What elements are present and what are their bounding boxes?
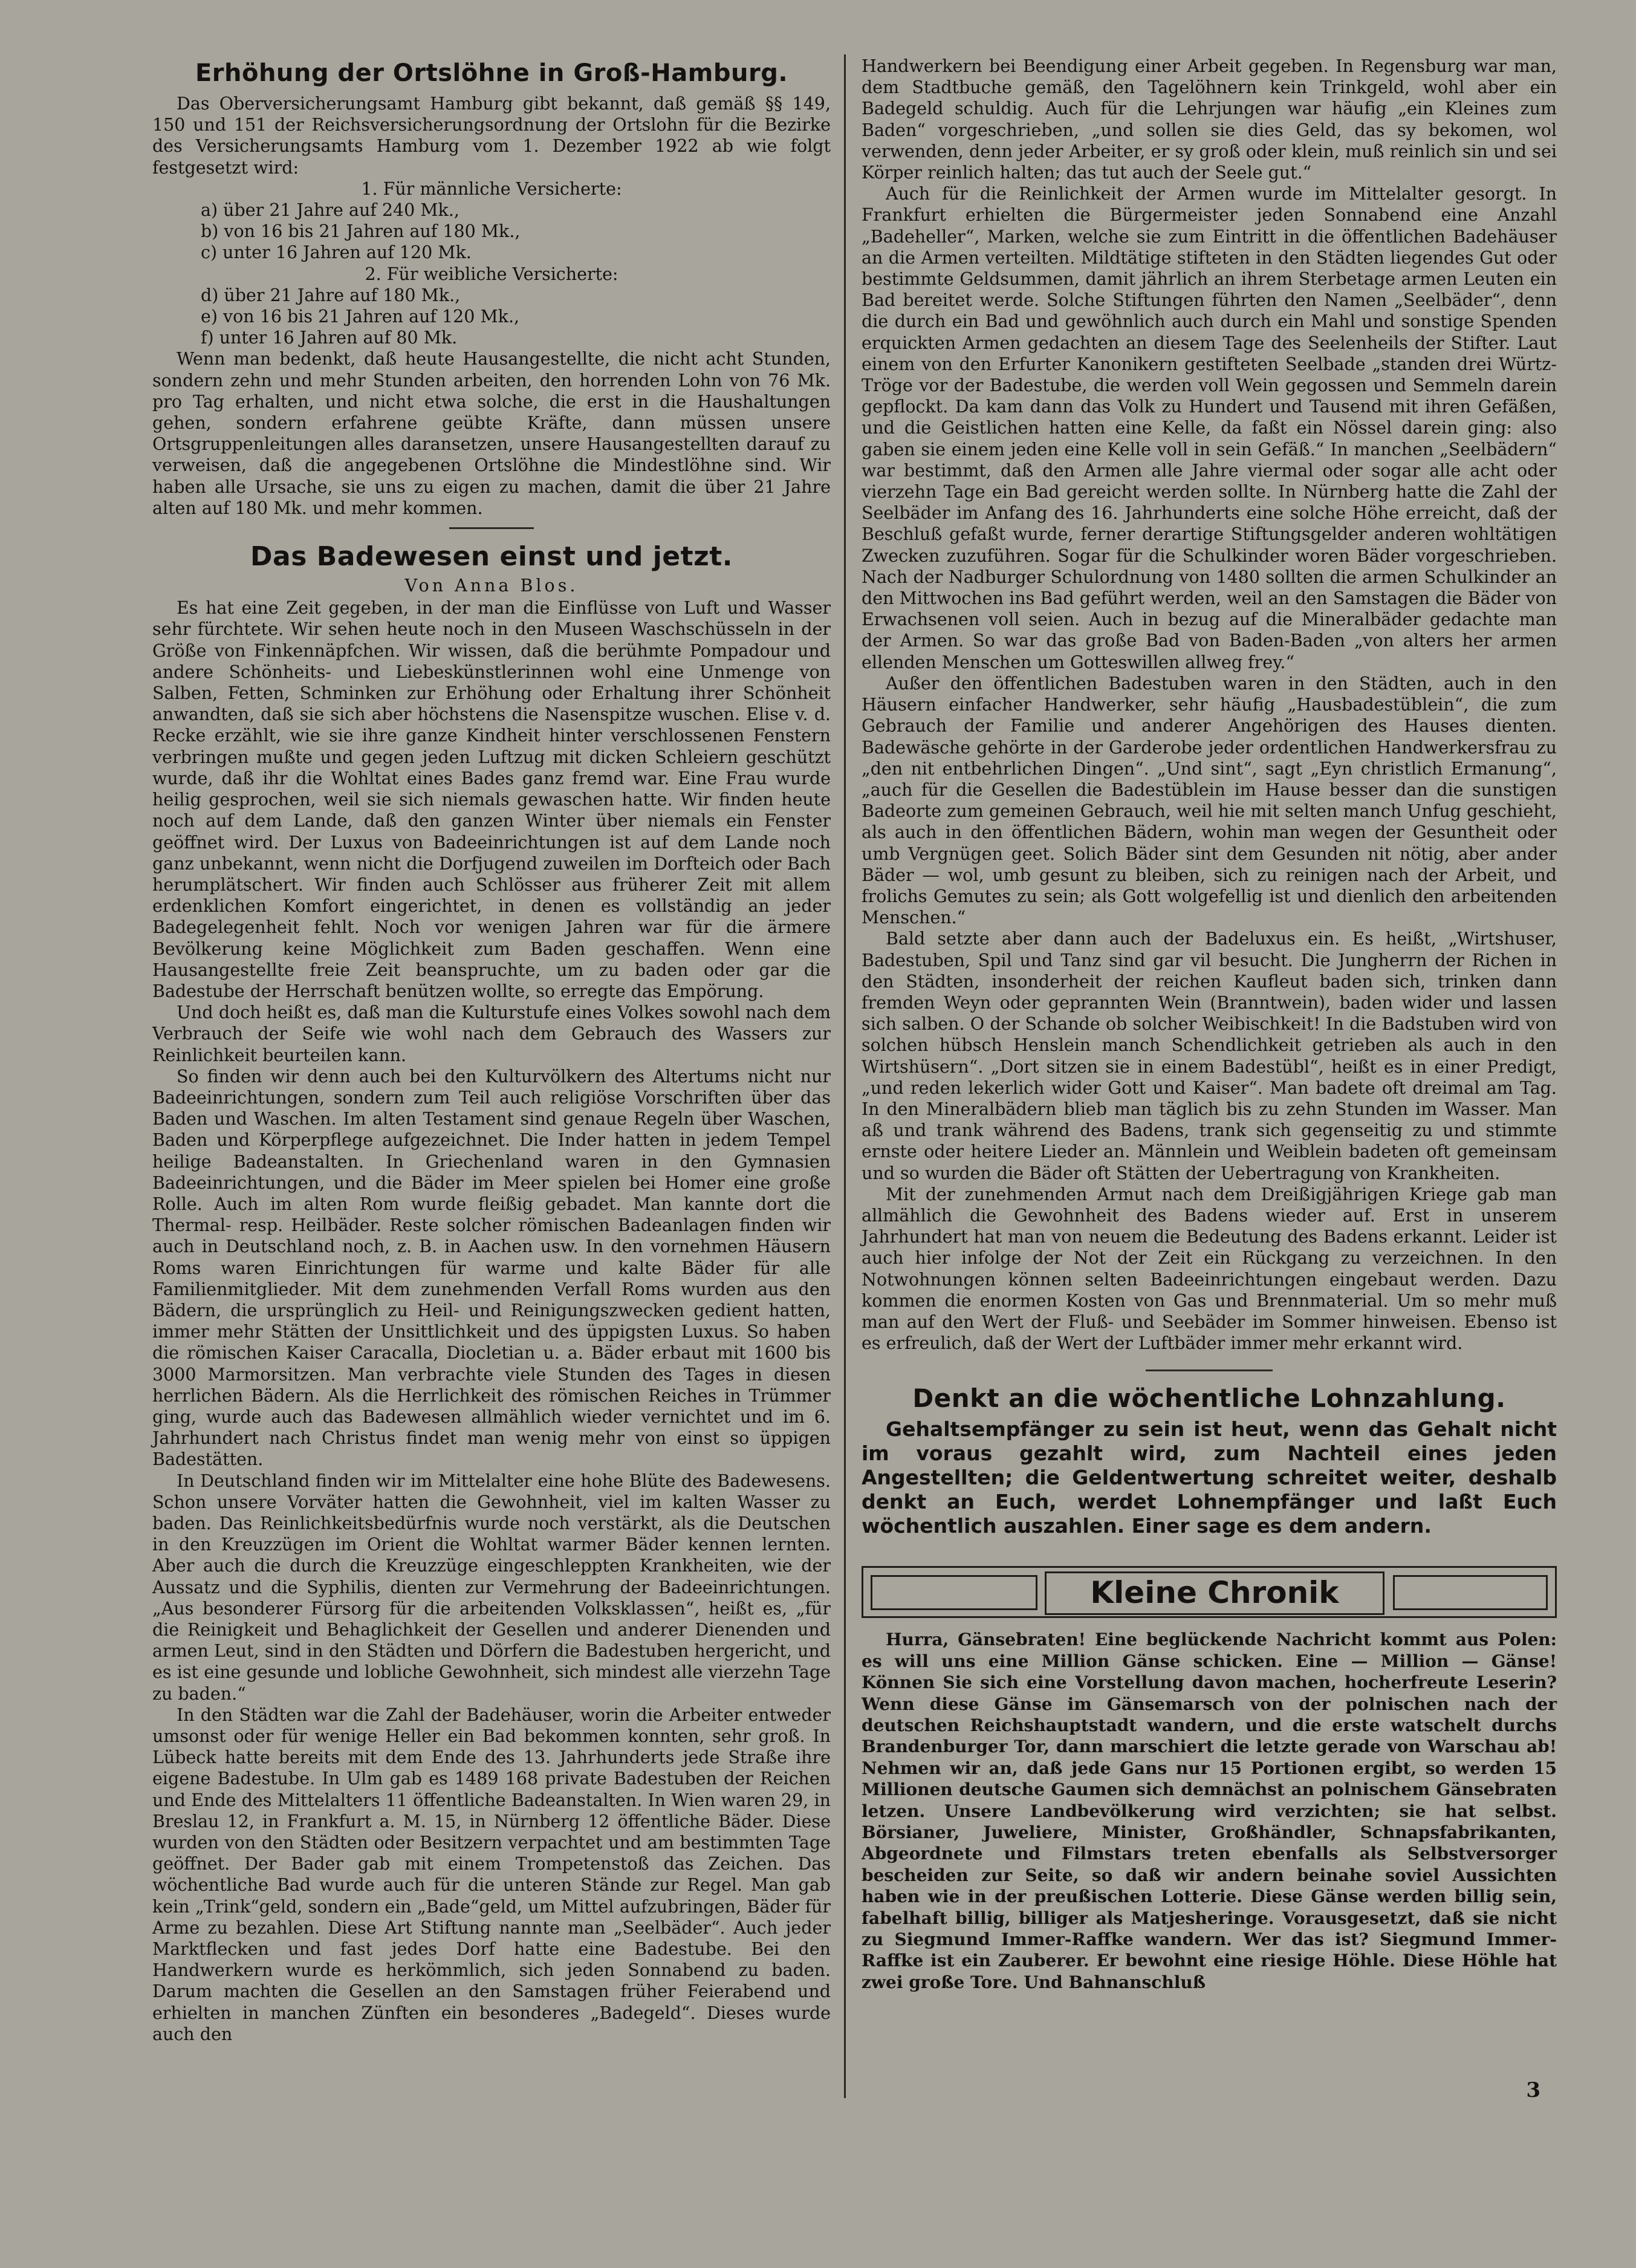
article-paragraph: Handwerkern bei Beendigung einer Arbeit gegeben. In Regensburg war man, dem Stadtbuche gemäß, den Tagelöhnern kein Trinkgeld, wohl aber ein Badegeld schuldig. Auch für die Lehrjungen war häufig „ein Kleines zum Baden“ vorgeschrieben, „und sollen sie dies Geld, das sy bekomen, wol verwenden, denn jeder Arbeiter, er sy groß oder klein, muß reinlich sin und sei Körper reinlich halten; das tut auch der Seele gut.“ <box>862 56 1557 183</box>
list-item: b) von 16 bis 21 Jahren auf 180 Mk., <box>201 221 521 242</box>
list-item: d) über 21 Jahre auf 180 Mk., <box>201 285 461 305</box>
column-divider <box>844 54 846 2098</box>
article-paragraph: Auch für die Reinlichkeit der Armen wurde im Mittelalter gesorgt. In Frankfurt erhielten die Bürgermeister jeden Sonnabend eine Anzahl „Badeheller“, Marken, welche sie zum Eintritt in die öffentlichen Badehäuser an die Armen verteilten. Mildtätige stifteten in den Städten liegendes Gut oder bestimmte Geldsummen, damit jährlich an ihrem Sterbetage armen Leuten ein Bad bereitet werde. Solche Stiftungen führten den Namen „Seelbäder“, denn die durch ein Bad und gewöhnlich auch durch ein Mahl und sonstige Spenden erquickten Armen gedachten an diesem Tage des Seelenheils der Stifter. Laut einem von den Erfurter Kanonikern gestifteten Seelbade „standen drei Würtz-Tröge vor der Badestube, die werden voll Wein gegossen und Semmeln darein gepflockt. Da kam dann das Volk zu Hundert und Tausend mit ihren Gefäßen, und die Geistlichen hatten eine Kelle, da faßt ein Nössel darein ging: also gaben sie einem jeden eine Kelle voll in sein Gefäß.“ In manchen „Seelbädern“ war bestimmt, daß den Armen alle Jahre viermal oder sogar alle acht oder vierzehn Tage ein Bad gereicht werden sollte. In Nürnberg hatte die Zahl der Seelbäder im Anfang des 16. Jahrhunderts eine solche Höhe erreicht, daß der Beschluß gefaßt wurde, ferner derartige Stiftungsgelder anderen wohltätigen Zwecken zuzuführen. Sogar für die Schulkinder woren Bäder vorgeschrieben. Nach der Nadburger Schulordnung von 1480 sollten die armen Schulkinder an den Mittwochen ins Bad geführt werden, weil an den Samstagen die Bäder von Erwachsenen voll seien. Auch in bezug auf die Mineralbäder gedachte man der Armen. So war das große Bad von Baden-Baden „von alters her armen ellenden Menschen um Gotteswillen allweg frey.“ <box>862 184 1557 672</box>
article-title-ortsloehne: Erhöhung der Ortslöhne in Groß-Hamburg. <box>195 59 788 87</box>
chronik-ornament-left <box>871 1575 1037 1610</box>
article-title-lohnzahlung: Denkt an die wöchentliche Lohnzahlung. <box>912 1383 1506 1414</box>
article-paragraph: So finden wir denn auch bei den Kulturvölkern des Altertums nicht nur Badeeinrichtungen, sondern zum Teil auch religiöse Vorschriften über das Baden und Waschen. Im alten Testament sind genaue Regeln über Waschen, Baden und Körperpflege aufgezeichnet. Die Inder hatten in jedem Tempel heilige Badeanstalten. In Griechenland waren in den Gymnasien Badeeinrichtungen, und die Bäder im Meer spielen bei Homer eine große Rolle. Auch im alten Rom wurde fleißig gebadet. Man kannte dort die Thermal- resp. Heilbäder. Reste solcher römischen Badeanlagen finden wir auch in Deutschland noch, z. B. in Aachen usw. In den vornehmen Häusern Roms waren Einrichtungen für warme und kalte Bäder für alle Familienmitglieder. Mit dem zunehmenden Verfall Roms wurden aus den Bädern, die ursprünglich zu Heil- und Reinigungszwecken gedient hatten, immer mehr Stätten der Unsittlichkeit und des üppigsten Luxus. So haben die römischen Kaiser Caracalla, Diocletian u. a. Bäder erbaut mit 1600 bis 3000 Marmorsitzen. Man verbrachte viele Stunden des Tages in diesen herrlichen Bädern. Als die Herrlichkeit des römischen Reiches in Trümmer ging, wurde auch das Badewesen allmählich wieder vernichtet und im 6. Jahrhundert nach Christus findet man wenig mehr von einst so üppigen Badestätten. <box>152 1066 831 1470</box>
page-number: 3 <box>1526 2078 1540 2102</box>
article-byline: Von Anna Blos. <box>404 576 579 596</box>
men-heading: 1. Für männliche Versicherte: <box>361 178 622 199</box>
article-paragraph: Und doch heißt es, daß man die Kulturstufe eines Volkes sowohl nach dem Verbrauch der Seife wie wohl nach dem Gebrauch des Wassers zur Reinlichkeit beurteilen kann. <box>152 1002 831 1065</box>
article-paragraph: In Deutschland finden wir im Mittelalter eine hohe Blüte des Badewesens. Schon unsere Vorväter hatten die Gewohnheit, viel im kalten Wasser zu baden. Das Reinlichkeitsbedürfnis wurde noch verstärkt, als die Deutschen in den Kreuzzügen im Orient die Wohltat warmer Bäder kennen lernten. Aber auch die durch die Kreuzzüge eingeschleppten Krankheiten, wie der Aussatz und die Syphilis, dienten zur Vermehrung der Badeeinrichtungen. „Aus besonderer Fürsorg für die arbeitenden Volksklassen“, heißt es, „für die Reinigkeit und Behaglichkeit der Gesellen und anderer Dienenden und armen Leut, sind in den Städten und Dörfern die Badestuben hergericht, und es ist eine gesunde und lobliche Gewohnheit, sich mindest alle vierzehn Tage zu baden.“ <box>152 1470 831 1704</box>
chronik-ornament-right <box>1393 1575 1548 1610</box>
list-item: e) von 16 bis 21 Jahren auf 120 Mk., <box>201 307 520 327</box>
section-divider <box>1146 1370 1273 1371</box>
list-item: c) unter 16 Jahren auf 120 Mk. <box>201 242 472 263</box>
article-paragraph: Mit der zunehmenden Armut nach dem Dreißigjährigen Kriege gab man allmählich die Gewohnheit des Badens wieder auf. Erst in unserem Jahrhundert hat man von neuem die Bedeutung des Badens erkannt. Leider ist auch hier infolge der Not der Zeit ein Rückgang zu verzeichnen. In den Notwohnungen können selten Badeeinrichtungen eingebaut werden. Dazu kommen die enormen Kosten von Gas und Brennmaterial. Um so mehr muß man auf den Wert der Fluß- und Seebäder im Sommer hinweisen. Ebenso ist es erfreulich, daß der Wert der Luftbäder immer mehr erkannt wird. <box>862 1184 1557 1354</box>
article-closing: Wenn man bedenkt, daß heute Hausangestellte, die nicht acht Stunden, sondern zehn und mehr Stunden arbeiten, den horrenden Lohn von 76 Mk. pro Tag erhalten, und nicht etwa solche, die erst in die Haushaltungen gehen, sondern erfahrene geübte Kräfte, dann müssen unsere Ortsgruppenleitungen alles daransetzen, unsere Hausangestellten darauf zu verweisen, daß die angegebenen Ortslöhne die Mindestlöhne sind. Wir haben alle Ursache, sie uns zu eigen zu machen, damit die über 21 Jahre alten auf 180 Mk. und mehr kommen. <box>152 349 831 518</box>
article-paragraph: In den Städten war die Zahl der Badehäuser, worin die Arbeiter entweder umsonst oder für wenige Heller ein Bad bekommen konnten, sehr groß. In Lübeck hatte bereits mit dem Ende des 13. Jahrhunderts jede Straße ihre eigene Badestube. In Ulm gab es 1489 168 private Badestuben der Reichen und Ende des Mittelalters 11 öffentliche Badeanstalten. In Wien waren 29, in Breslau 12, in Frankfurt a. M. 15, in Nürnberg 12 öffentliche Bäder. Diese wurden von den Städten oder Besitzern verpachtet und am bestimmten Tage geöffnet. Der Bader gab mit einem Trompetenstoß das Zeichen. Das wöchentliche Bad wurde auch für die unteren Stände zur Regel. Man gab kein „Trink“geld, sondern ein „Bade“geld, um Mittel aufzubringen, Bäder für Arme zu bezahlen. Diese Art Stiftung nannte man „Seelbäder“. Auch jeder Marktflecken und fast jedes Dorf hatte eine Badestube. Bei den Handwerkern wurde es herkömmlich, sich jeden Sonnabend zu baden. Darum machten die Gesellen an den Samstagen früher Feierabend und erhielten in manchen Zünften ein besonderes „Badegeld“. Dieses wurde auch den <box>152 1704 831 2044</box>
chronik-text: Hurra, Gänsebraten! Eine beglückende Nachricht kommt aus Polen: es will uns eine Million Gänse schicken. Eine — Million — Gänse! Können Sie sich eine Vorstellung davon machen, hocherfreute Leserin? Wenn diese Gänse im Gänsemarsch von der polnischen nach der deutschen Reichshauptstadt wandern, und die erste watschelt durchs Brandenburger Tor, dann marschiert die letzte gerade von Warschau ab! Nehmen wir an, daß jede Gans nur 15 Portionen ergibt, so werden 15 Millionen deutsche Gaumen sich demnächst an polnischem Gänsebraten letzen. Unsere Landbevölkerung wird verzichten; sie hat selbst. Börsianer, Juweliere, Minister, Großhändler, Schnapsfabrikanten, Abgeordnete und Filmstars treten ebenfalls als Selbstversorger bescheiden zur Seite, so daß wir andern beinahe soviel Aussichten haben wie in der preußischen Lotterie. Diese Gänse werden billig sein, fabelhaft billig, billiger als Matjesheringe. Vorausgesetzt, daß sie nicht zu Siegmund Immer-Raffke wandern. Wer das ist? Siegmund Immer-Raffke ist ein Zauberer. Er bewohnt eine riesige Höhle. Diese Höhle hat zwei große Tore. Und Bahnanschluß <box>862 1630 1557 1992</box>
left-column <box>152 56 831 2045</box>
article-paragraph: Es hat eine Zeit gegeben, in der man die Einflüsse von Luft und Wasser sehr fürchtete. Wir sehen heute noch in den Museen Waschschüsseln in der Größe von Finkennäpfchen. Wir wissen, daß die berühmte Pompadour und andere Schönheits- und Liebeskünstlerinnen wohl eine Unmenge von Salben, Fetten, Schminken zur Erhöhung oder Erhaltung ihrer Schönheit anwandten, daß sie sich aber höchstens die Nasenspitze wuschen. Elise v. d. Recke erzählt, wie sie ihre ganze Kindheit hinter verschlossenen Fenstern verbringen mußte und gegen jeden Luftzug mit dicken Schleiern geschützt wurde, daß ihr die Wohltat eines Bades ganz fremd war. Eine Frau wurde heilig gesprochen, weil sie sich niemals gewaschen hatte. Wir finden heute noch auf dem Lande, daß den ganzen Winter über niemals ein Fenster geöffnet wird. Der Luxus von Badeeinrichtungen ist auf dem Lande noch ganz unbekannt, wenn nicht die Dorfjugend zuweilen im Dorfteich oder Bach herumplätschert. Wir finden auch Schlösser aus früherer Zeit mit allem erdenklichen Komfort eingerichtet, in denen es vollständig an jeder Badegelegenheit fehlt. Noch vor wenigen Jahren war für die ärmere Bevölkerung keine Möglichkeit zum Baden geschaffen. Wenn eine Hausangestellte freie Zeit beanspruchte, um zu baden oder gar die Badestube der Herrschaft benützen wollte, so erregte das Empörung. <box>152 598 831 1001</box>
chronik-header-box <box>862 1566 1557 1618</box>
right-column <box>862 56 1557 1993</box>
chronik-title: Kleine Chronik <box>1045 1571 1384 1615</box>
article-intro: Das Oberversicherungsamt Hamburg gibt bekannt, daß gemäß §§ 149, 150 und 151 der Reichsversicherungsordnung der Ortslohn für die Bezirke des Versicherungsamts Hamburg vom 1. Dezember 1922 ab wie folgt festgesetzt wird: <box>152 94 831 178</box>
list-item: a) über 21 Jahre auf 240 Mk., <box>201 200 459 221</box>
section-divider <box>449 527 534 529</box>
article-paragraph: Außer den öffentlichen Badestuben waren in den Städten, auch in den Häusern einfacher Handwerker, sehr häufig „Hausbadestüblein“, die zum Gebrauch der Familie und anderer Angehörigen des Hauses dienten. Badewäsche gehörte in der Garderobe jeder ordentlichen Handwerkersfrau zu „den nit entbehrlichen Dingen“. „Und sint“, sagt „Eyn christlich Ermanung“, „auch für die Gesellen die Badestüblein im Hause besser dan die sunstigen Badeorte zum gemeinen Gebrauch, weil hie mit selten manch Unfug geschieht, als auch in den öffentlichen Bädern, wohin man wegen der Gesuntheit oder umb Vergnügen geet. Solich Bäder sint dem Gesunden nit nötig, aber ander Bäder — wol, umb gesunt zu bleiben, sich zu reinigen nach der Arbeit, und frolichs Gemutes zu sein; als Gott wolgefellig ist und dienlich den arbeitenden Menschen.“ <box>862 673 1557 928</box>
men-wage-list <box>152 200 831 264</box>
article-title-badewesen: Das Badewesen einst und jetzt. <box>250 541 733 573</box>
list-item: f) unter 16 Jahren auf 80 Mk. <box>201 328 458 348</box>
article-paragraph: Bald setzte aber dann auch der Badeluxus ein. Es heißt, „Wirtshuser, Badestuben, Spil und Tanz sind gar vil besucht. Die Jungherrn der Richen in den Städten, insonderheit der reichen Kaufleut baden sich, trinken dann fremden Weyn oder geprannten Wein (Branntwein), baden wider und lassen sich salben. O der Schande ob solcher Weibischkeit! In die Badstuben wird von solchen hübsch Henslein manch Schendlichkeit getrieben als auch in den Wirtshüsern“. „Dort sitzen sie in einem Badestübl“, heißt es in einer Predigt, „und reden lekerlich wider Gott und Kaiser“. Man badete oft dreimal am Tag. In den Mineralbädern blieb man täglich bis zu zehn Stunden im Wasser. Man aß und trank während des Badens, trank sich gegenseitig zu und stimmte ernste oder heitere Lieder an. Männlein und Weiblein badeten oft gemeinsam und so wurden die Bäder oft Stätten der Uebertragung von Krankheiten. <box>862 929 1557 1183</box>
women-wage-list <box>152 285 831 349</box>
article-lohnzahlung-text: Gehaltsempfänger zu sein ist heut, wenn das Gehalt nicht im voraus gezahlt wird, zum Nachteil eines jeden Angestellten; die Geldentwertung schreitet weiter, deshalb denkt an Euch, werdet Lohnempfänger und laßt Euch wöchentlich auszahlen. Einer sage es dem andern. <box>862 1417 1557 1538</box>
women-heading: 2. Für weibliche Versicherte: <box>365 264 618 284</box>
